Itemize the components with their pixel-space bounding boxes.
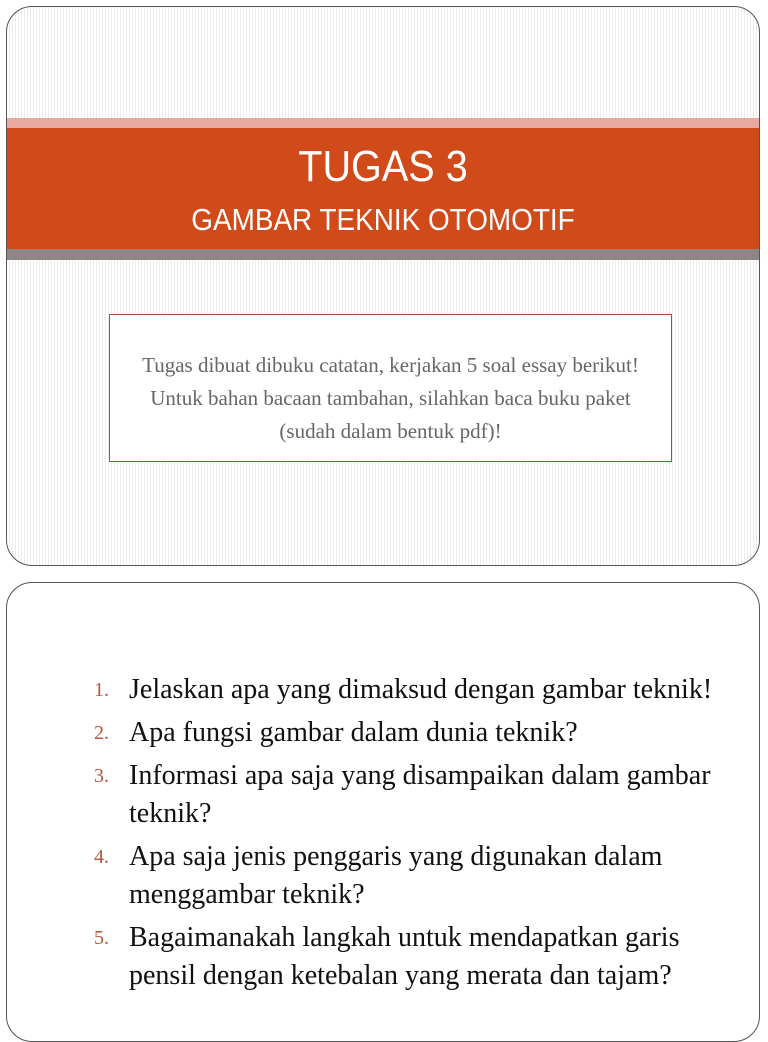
list-item xyxy=(7,714,727,752)
question-number: 4. xyxy=(94,846,109,868)
question-text: Informasi apa saja yang disampaikan dalam gambar teknik? xyxy=(129,760,711,829)
list-item xyxy=(7,757,727,833)
slide-title: TUGAS 3 xyxy=(298,142,468,191)
question-text: Jelaskan apa yang dimaksud dengan gambar teknik! xyxy=(129,674,713,705)
question-list xyxy=(7,671,727,1000)
question-number: 3. xyxy=(94,765,109,787)
divider-stripe xyxy=(7,249,759,260)
question-text: Apa saja jenis penggaris yang digunakan dalam menggambar teknik? xyxy=(129,841,663,910)
instructions-box: Tugas dibuat dibuku catatan, kerjakan 5 soal essay berikut! Untuk bahan bacaan tambahan, silahkan baca buku paket (sudah dalam bentuk pdf)! xyxy=(109,314,672,462)
slide-subtitle: GAMBAR TEKNIK OTOMOTIF xyxy=(191,202,575,237)
question-number: 1. xyxy=(94,679,109,701)
question-number: 2. xyxy=(94,722,109,744)
question-text: Apa fungsi gambar dalam dunia teknik? xyxy=(129,717,578,748)
title-slide xyxy=(6,6,760,566)
accent-stripe xyxy=(7,118,759,128)
list-item xyxy=(7,838,727,914)
question-number: 5. xyxy=(94,927,109,949)
list-item xyxy=(7,671,727,709)
list-item xyxy=(7,919,727,995)
question-text: Bagaimanakah langkah untuk mendapatkan garis pensil dengan ketebalan yang merata dan tajam? xyxy=(129,922,680,991)
questions-slide xyxy=(6,582,760,1042)
title-band xyxy=(7,128,759,249)
